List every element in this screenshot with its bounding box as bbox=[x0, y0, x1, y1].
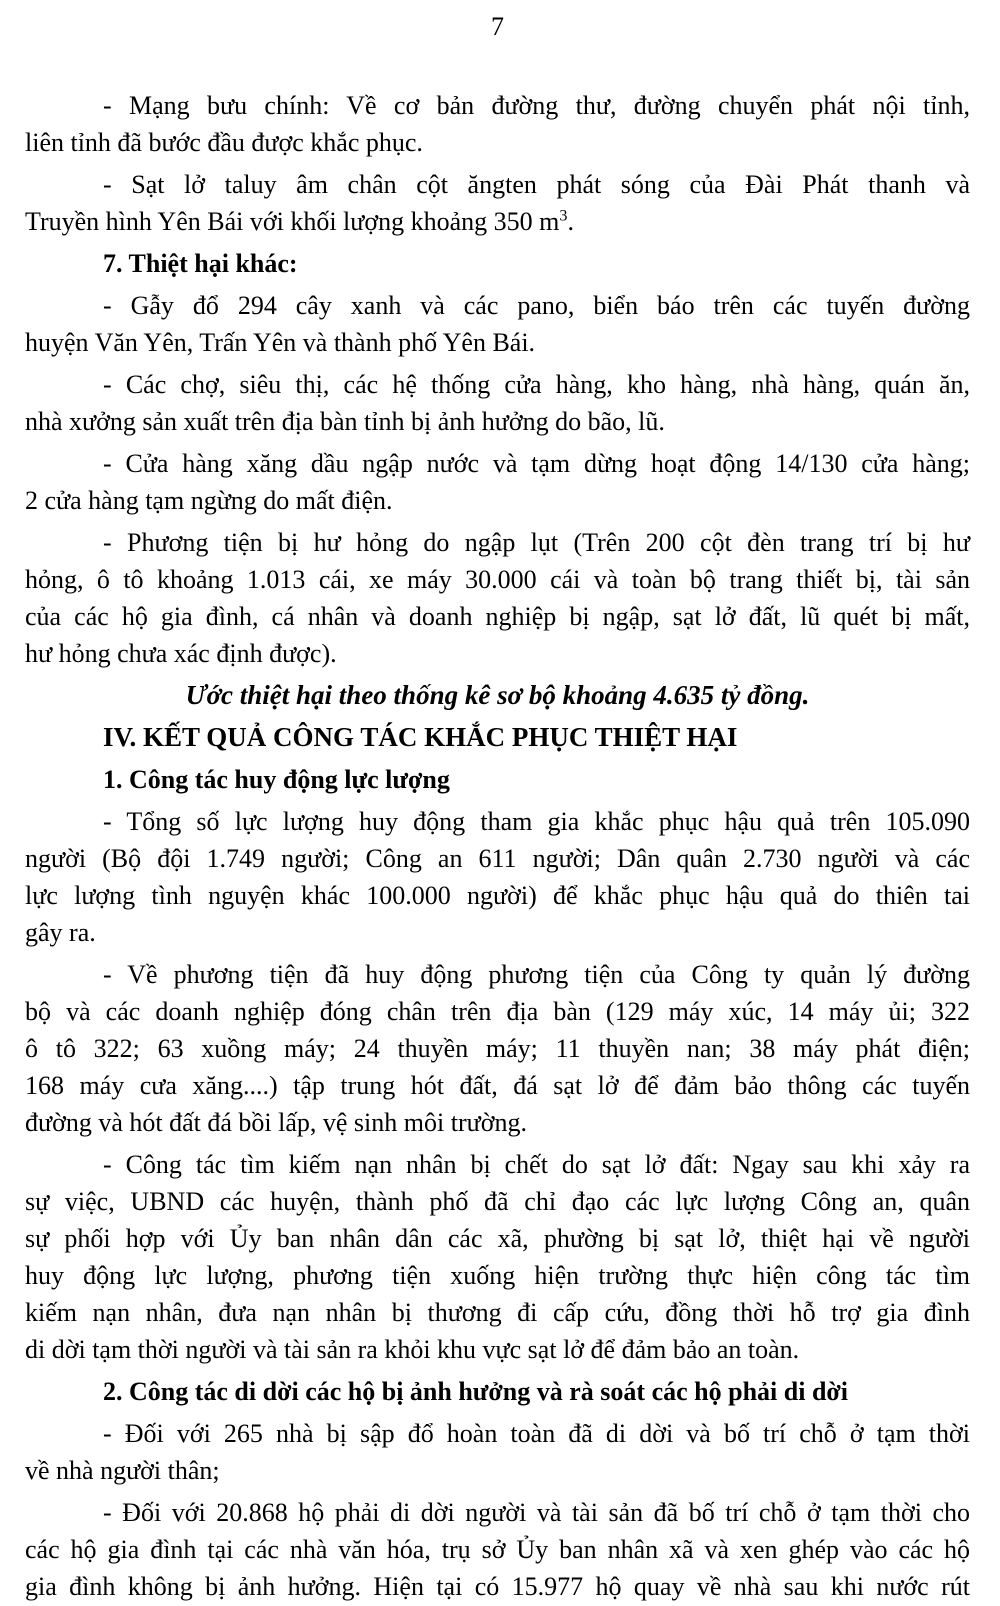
paragraph bbox=[25, 956, 970, 1141]
text-line: - Mạng bưu chính: Về cơ bản đường thư, đường chuyển phát nội tỉnh, bbox=[103, 91, 970, 120]
section-heading-7: 7. Thiệt hại khác: bbox=[103, 249, 298, 278]
paragraph bbox=[25, 366, 970, 440]
paragraph bbox=[25, 1415, 970, 1489]
damage-estimate-line: Ước thiệt hại theo thống kê sơ bộ khoảng 4.635 tỷ đồng. bbox=[185, 680, 810, 710]
text-line: 168 máy cưa xăng....) tập trung hót đất, đá sạt lở để đảm bảo thông các tuyến bbox=[25, 1071, 970, 1100]
section-heading-iv: IV. KẾT QUẢ CÔNG TÁC KHẮC PHỤC THIỆT HẠI bbox=[103, 722, 738, 752]
paragraph bbox=[25, 166, 970, 240]
text-line: nhà xưởng sản xuất trên địa bàn tỉnh bị ảnh hưởng do bão, lũ. bbox=[25, 407, 665, 436]
text-line: về nhà người thân; bbox=[25, 1456, 220, 1485]
text-line: - Gẫy đổ 294 cây xanh và các pano, biển báo trên các tuyến đường bbox=[103, 291, 970, 320]
paragraph bbox=[25, 803, 970, 951]
section-heading-2: 2. Công tác di dời các hộ bị ảnh hưởng và rà soát các hộ phải di dời bbox=[103, 1377, 849, 1406]
text-line: liên tỉnh đã bước đầu được khắc phục. bbox=[25, 128, 423, 157]
text-line: - Đối với 265 nhà bị sập đổ hoàn toàn đã di dời và bố trí chỗ ở tạm thời bbox=[103, 1419, 970, 1448]
text-line: hư hỏng chưa xác định được). bbox=[25, 639, 337, 668]
paragraph bbox=[25, 287, 970, 361]
text-line: kiếm nạn nhân, đưa nạn nhân bị thương đi cấp cứu, đồng thời hỗ trợ gia đình bbox=[25, 1298, 970, 1327]
text-line: - Các chợ, siêu thị, các hệ thống cửa hàng, kho hàng, nhà hàng, quán ăn, bbox=[103, 370, 970, 399]
text-line: các hộ gia đình tại các nhà văn hóa, trụ sở Ủy ban nhân xã và xen ghép vào các hộ bbox=[25, 1535, 970, 1564]
text-line: hỏng, ô tô khoảng 1.013 cái, xe máy 30.000 cái và toàn bộ trang thiết bị, tài sản bbox=[25, 565, 970, 594]
text-line: sự việc, UBND các huyện, thành phố đã chỉ đạo các lực lượng Công an, quân bbox=[25, 1187, 970, 1216]
paragraph bbox=[25, 445, 970, 519]
paragraph bbox=[25, 1494, 970, 1605]
text-line: - Đối với 20.868 hộ phải di dời người và tài sản đã bố trí chỗ ở tạm thời cho bbox=[103, 1498, 970, 1527]
text-line: người (Bộ đội 1.749 người; Công an 611 người; Dân quân 2.730 người và các bbox=[25, 844, 970, 873]
text-line: huyện Văn Yên, Trấn Yên và thành phố Yên Bái. bbox=[25, 328, 536, 357]
text-line: - Tổng số lực lượng huy động tham gia khắc phục hậu quả trên 105.090 bbox=[103, 807, 970, 836]
text-run: Truyền hình Yên Bái với khối lượng khoảng 350 m bbox=[25, 207, 560, 236]
text-line: bộ và các doanh nghiệp đóng chân trên địa bàn (129 máy xúc, 14 máy ủi; 322 bbox=[25, 997, 970, 1026]
text-line: - Công tác tìm kiếm nạn nhân bị chết do sạt lở đất: Ngay sau khi xảy ra bbox=[103, 1150, 970, 1179]
text-line: - Phương tiện bị hư hỏng do ngập lụt (Trên 200 cột đèn trang trí bị hư bbox=[103, 528, 970, 557]
text-run: . bbox=[567, 207, 574, 236]
paragraph bbox=[25, 87, 970, 161]
text-line: gây ra. bbox=[25, 918, 96, 947]
text-line: 2 cửa hàng tạm ngừng do mất điện. bbox=[25, 486, 393, 515]
section-heading-1: 1. Công tác huy động lực lượng bbox=[103, 765, 450, 794]
text-line: - Cửa hàng xăng dầu ngập nước và tạm dừng hoạt động 14/130 cửa hàng; bbox=[103, 449, 970, 478]
page-number: 7 bbox=[491, 12, 504, 41]
text-line: - Sạt lở taluy âm chân cột ăngten phát sóng của Đài Phát thanh và bbox=[103, 170, 970, 199]
text-line bbox=[25, 203, 970, 240]
text-line: huy động lực lượng, phương tiện xuống hiện trường thực hiện công tác tìm bbox=[25, 1261, 970, 1290]
superscript-3: 3 bbox=[559, 207, 568, 225]
text-line: - Về phương tiện đã huy động phương tiện của Công ty quản lý đường bbox=[103, 960, 970, 989]
text-line: đường và hót đất đá bồi lấp, vệ sinh môi trường. bbox=[25, 1108, 527, 1137]
text-line: di dời tạm thời người và tài sản ra khỏi khu vực sạt lở để đảm bảo an toàn. bbox=[25, 1335, 800, 1364]
paragraph bbox=[25, 1146, 970, 1368]
text-line: gia đình không bị ảnh hưởng. Hiện tại có 15.977 hộ quay về nhà sau khi nước rút bbox=[25, 1572, 970, 1601]
text-line: lực lượng tình nguyện khác 100.000 người) để khắc phục hậu quả do thiên tai bbox=[25, 881, 970, 910]
paragraph bbox=[25, 524, 970, 672]
text-line: ô tô 322; 63 xuồng máy; 24 thuyền máy; 11 thuyền nan; 38 máy phát điện; bbox=[25, 1034, 970, 1063]
text-line: của các hộ gia đình, cá nhân và doanh nghiệp bị ngập, sạt lở đất, lũ quét bị mất, bbox=[25, 602, 970, 631]
text-line: sự phối hợp với Ủy ban nhân dân các xã, phường bị sạt lở, thiệt hại về người bbox=[25, 1224, 970, 1253]
